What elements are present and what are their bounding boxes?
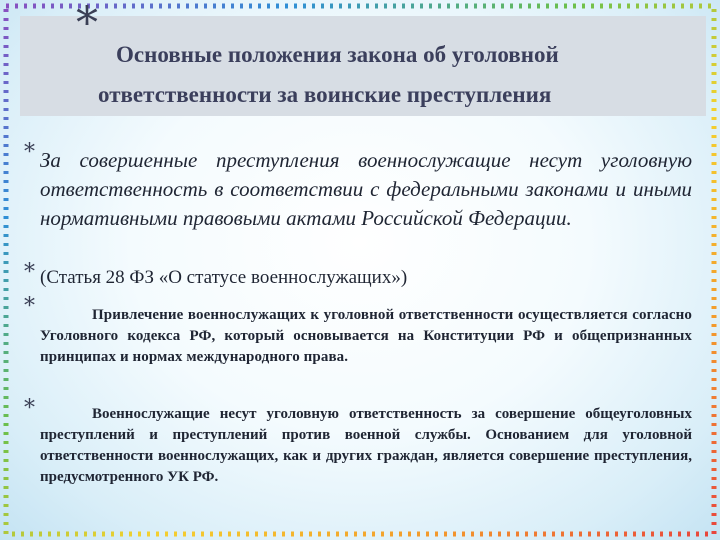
paragraph-3-text: Привлечение военнослужащих к уголовной ответственности осуществляется согласно Уголовного кодекса РФ, который основывается на Конституции РФ и общепризнанных принципах и нормах международного права. xyxy=(40,307,692,365)
paragraph-4-text: Военнослужащие несут уголовную ответственность за совершение общеуголовных преступлений и преступлений против военной службы. Основанием для уголовной ответственности военнослужащих, как и других граждан, является совершение преступления, предусмотренного УК РФ. xyxy=(40,406,692,485)
bullet-star-2: * xyxy=(24,260,35,285)
title-bullet-star: * xyxy=(76,0,98,49)
paragraph-2-citation: (Статья 28 ФЗ «О статусе военнослужащих») xyxy=(40,267,408,288)
bullet-star-3: * xyxy=(24,294,35,319)
paragraph-3 xyxy=(40,305,692,368)
paragraph-1: За совершенные преступления военнослужащие несут уголовную ответственность в соответствии с федеральными законами и иными нормативными правовыми актами Российской Федерации. xyxy=(40,148,692,230)
paragraph-4 xyxy=(40,404,692,488)
bullet-star-4: * xyxy=(24,396,35,421)
title-line-2: ответственности за воинские преступления xyxy=(98,82,552,107)
title-line-1: Основные положения закона об уголовной xyxy=(116,42,559,67)
bullet-star-1: * xyxy=(24,140,35,165)
